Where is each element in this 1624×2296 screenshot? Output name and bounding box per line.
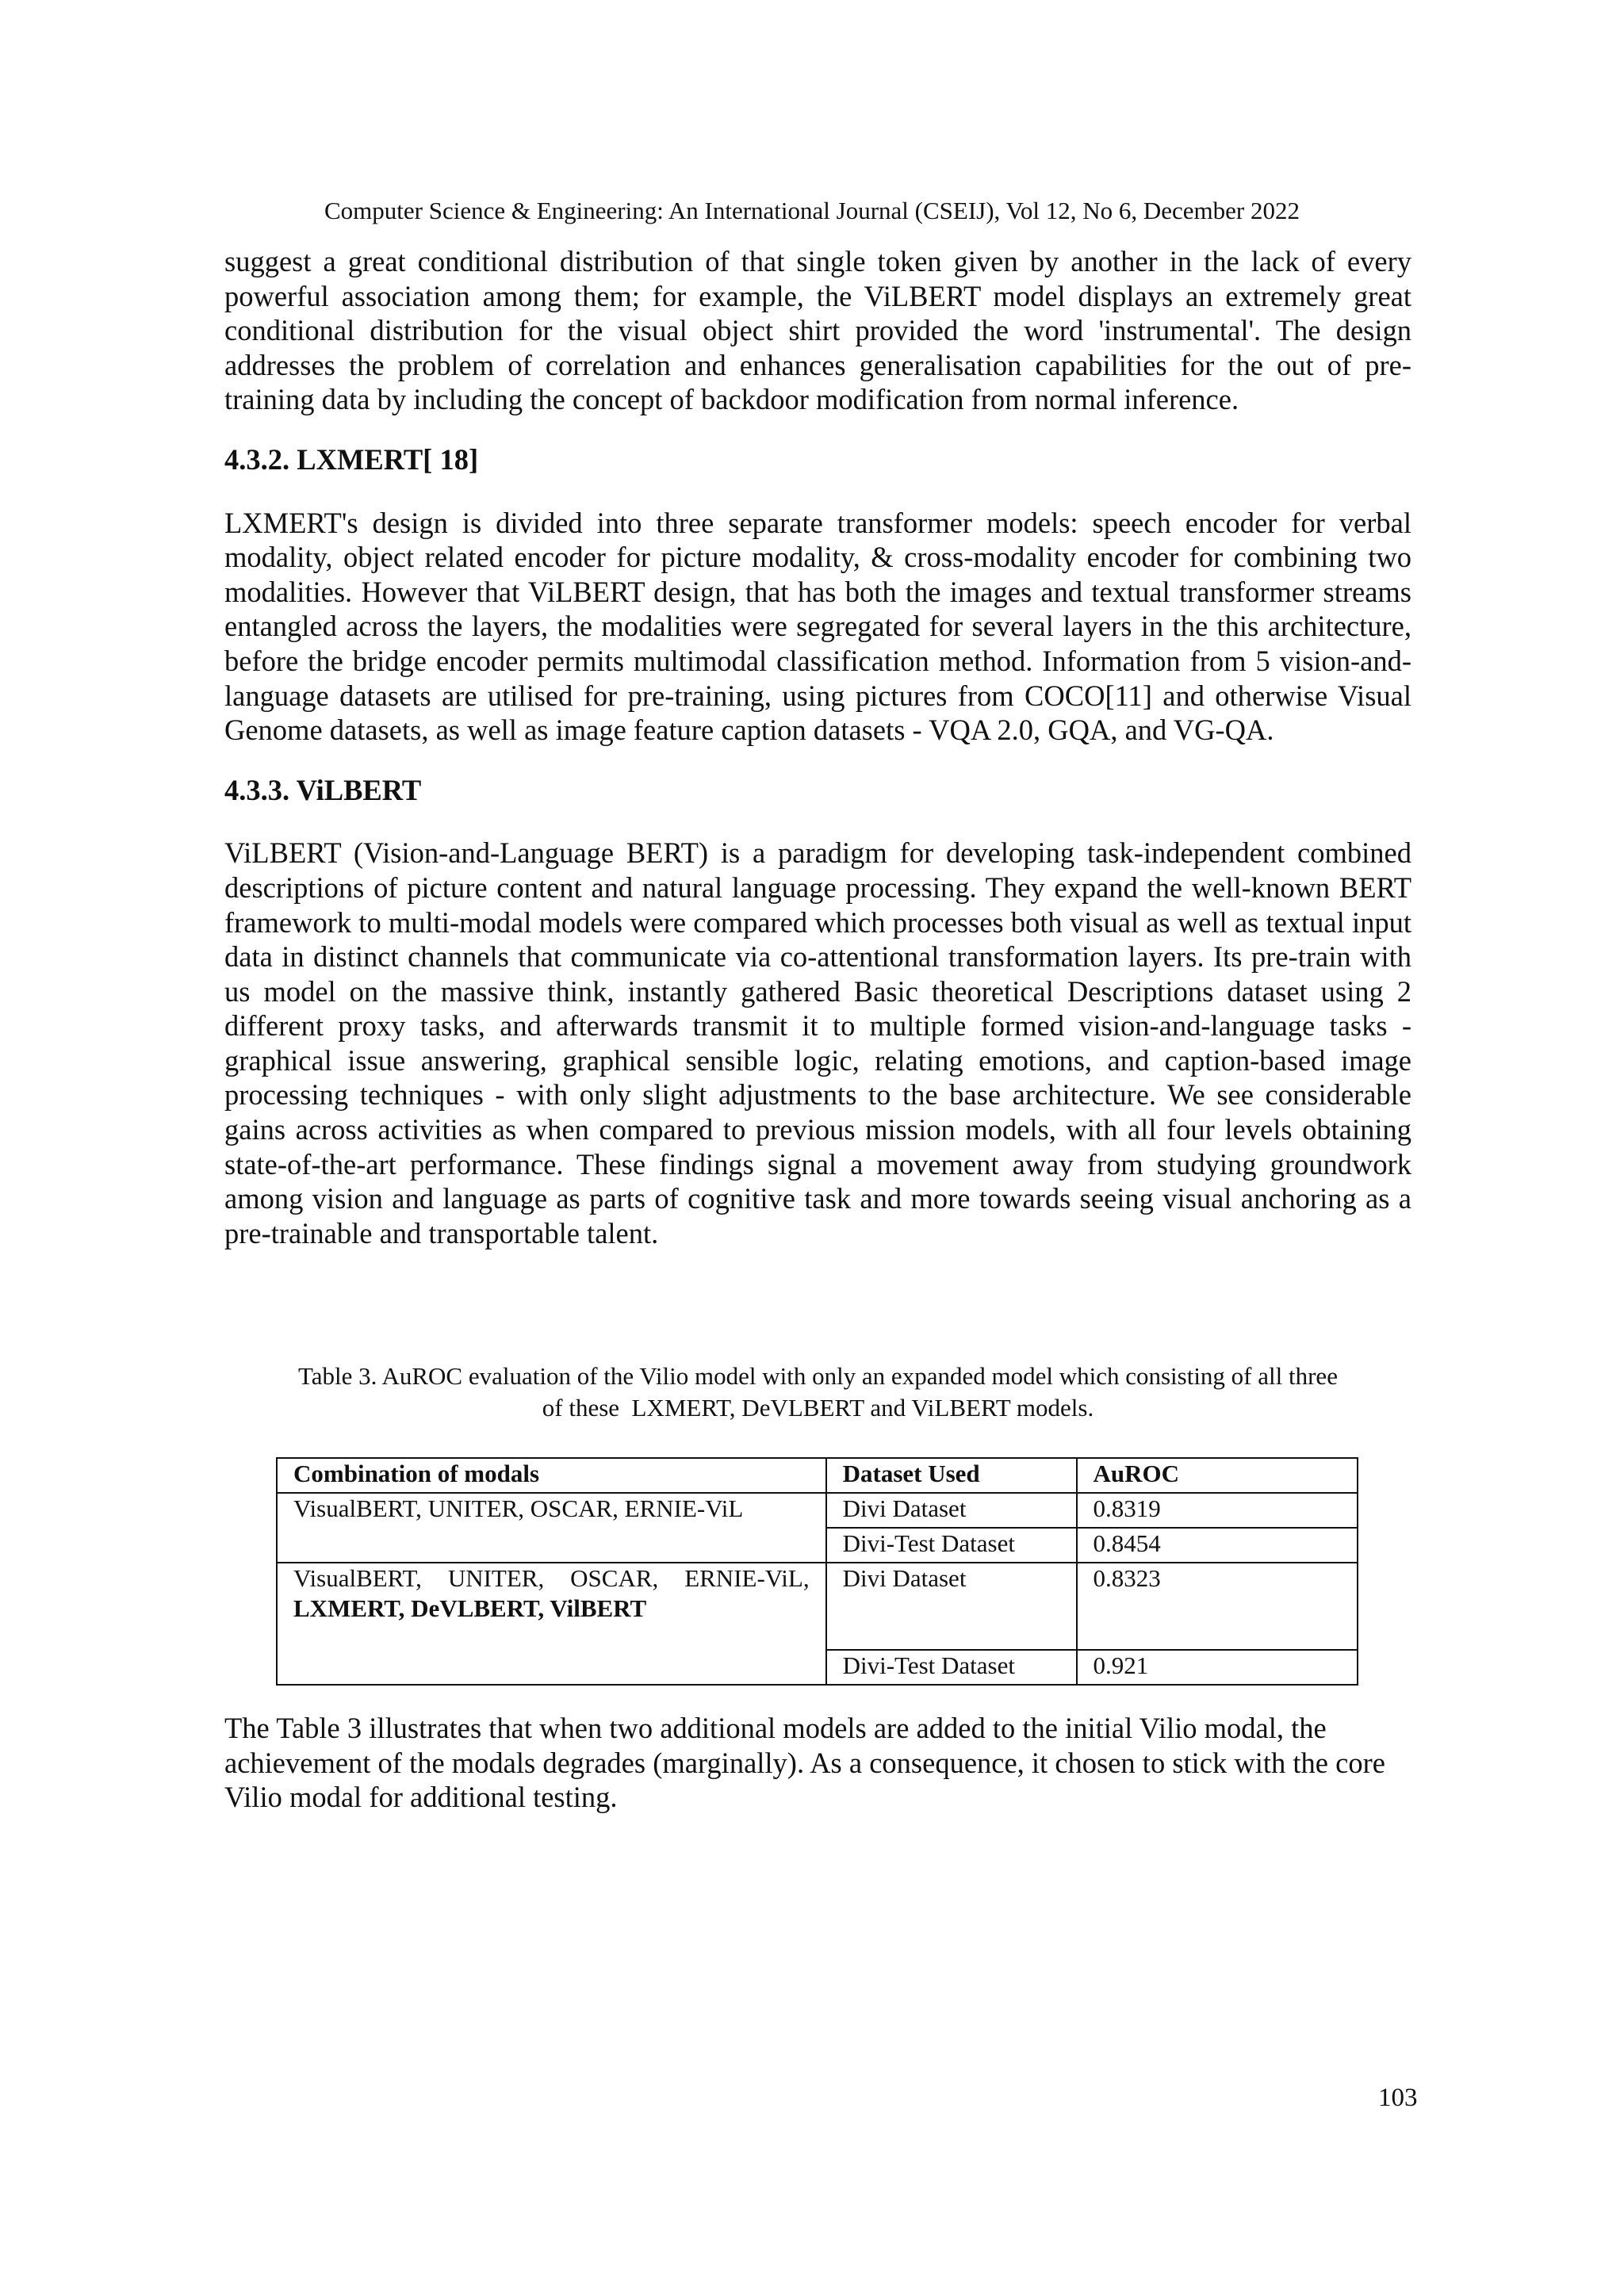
section-heading-lxmert: 4.3.2. LXMERT[ 18] (224, 442, 479, 476)
table-caption-line-1: Table 3. AuROC evaluation of the Vilio model with only an expanded model which consisting of all three (298, 1362, 1338, 1390)
auroc-results-table (276, 1457, 1358, 1686)
page-number: 103 (1378, 2084, 1418, 2112)
auroc-cell: 0.8323 (1077, 1563, 1358, 1650)
table-caption (224, 1360, 1411, 1424)
running-header: Computer Science & Engineering: An International Journal (CSEIJ), Vol 12, No 6, December 2022 (324, 197, 1300, 224)
table-row (277, 1493, 1358, 1528)
closing-paragraph: The Table 3 illustrates that when two additional models are added to the initial Vilio modal, the achievement of the modals degrades (marginally). As a consequence, it chosen to stick with the core Vilio modal for additional testing. (224, 1712, 1385, 1814)
section-heading-vilbert: 4.3.3. ViLBERT (224, 773, 422, 806)
dataset-cell: Divi Dataset (826, 1493, 1077, 1528)
table-header-row (277, 1458, 1358, 1493)
section-body-vilbert: ViLBERT (Vision-and-Language BERT) is a paradigm for developing task-independent combined descriptions of picture content and natural language processing. They expand the well-known BERT framework to multi-modal models were compared which processes both visual as well as textual input data in distinct channels that communicate via co-attentional transformation layers. Its pre-train with us model on the massive think, instantly gathered Basic theoretical Descriptions dataset using 2 different proxy tasks, and afterwards transmit it to multiple formed vision-and-language tasks - graphical issue answering, graphical sensible logic, relating emotions, and caption-based image processing techniques - with only slight adjustments to the base architecture. We see considerable gains across activities as when compared to previous mission models, with all four levels obtaining state-of-the-art performance. These findings signal a movement away from studying groundwork among vision and language as parts of cognitive task and more towards seeing visual anchoring as a pre-trainable and transportable talent. (224, 836, 1411, 1249)
auroc-cell: 0.8319 (1077, 1493, 1358, 1528)
header-auroc: AuROC (1077, 1458, 1358, 1493)
header-combination: Combination of modals (277, 1458, 826, 1493)
dataset-cell: Divi-Test Dataset (826, 1650, 1077, 1685)
combination-cell-1: VisualBERT, UNITER, OSCAR, ERNIE-ViL (277, 1493, 826, 1563)
table-row (277, 1563, 1358, 1650)
combination-cell-2 (277, 1563, 826, 1685)
table-caption-line-2: of these LXMERT, DeVLBERT and ViLBERT models. (542, 1394, 1094, 1422)
dataset-cell: Divi-Test Dataset (826, 1528, 1077, 1563)
header-dataset: Dataset Used (826, 1458, 1077, 1493)
auroc-cell: 0.921 (1077, 1650, 1358, 1685)
dataset-cell: Divi Dataset (826, 1563, 1077, 1650)
combination-line-1: VisualBERT, UNITER, OSCAR, ERNIE-ViL, (293, 1564, 810, 1592)
section-body-lxmert: LXMERT's design is divided into three separate transformer models: speech encoder for verbal modality, object related encoder for picture modality, & cross-modality encoder for combining two modalities. However that ViLBERT design, that has both the images and textual transformer streams entangled across the layers, the modalities were segregated for several layers in the this architecture, before the bridge encoder permits multimodal classification method. Information from 5 vision-and-language datasets are utilised for pre-training, using pictures from COCO[11] and otherwise Visual Genome datasets, as well as image feature caption datasets - VQA 2.0, GQA, and VG-QA. (224, 506, 1411, 747)
main-content (224, 244, 1411, 1250)
auroc-cell: 0.8454 (1077, 1528, 1358, 1563)
combination-line-2: LXMERT, DeVLBERT, VilBERT (293, 1594, 647, 1622)
intro-paragraph: suggest a great conditional distribution of that single token given by another in the lack of every powerful association among them; for example, the ViLBERT model displays an extremely great conditional distribution for the visual object shirt provided the word 'instrumental'. The design addresses the problem of correlation and enhances generalisation capabilities for the out of pre-training data by including the concept of backdoor modification from normal inference. (224, 245, 1411, 416)
